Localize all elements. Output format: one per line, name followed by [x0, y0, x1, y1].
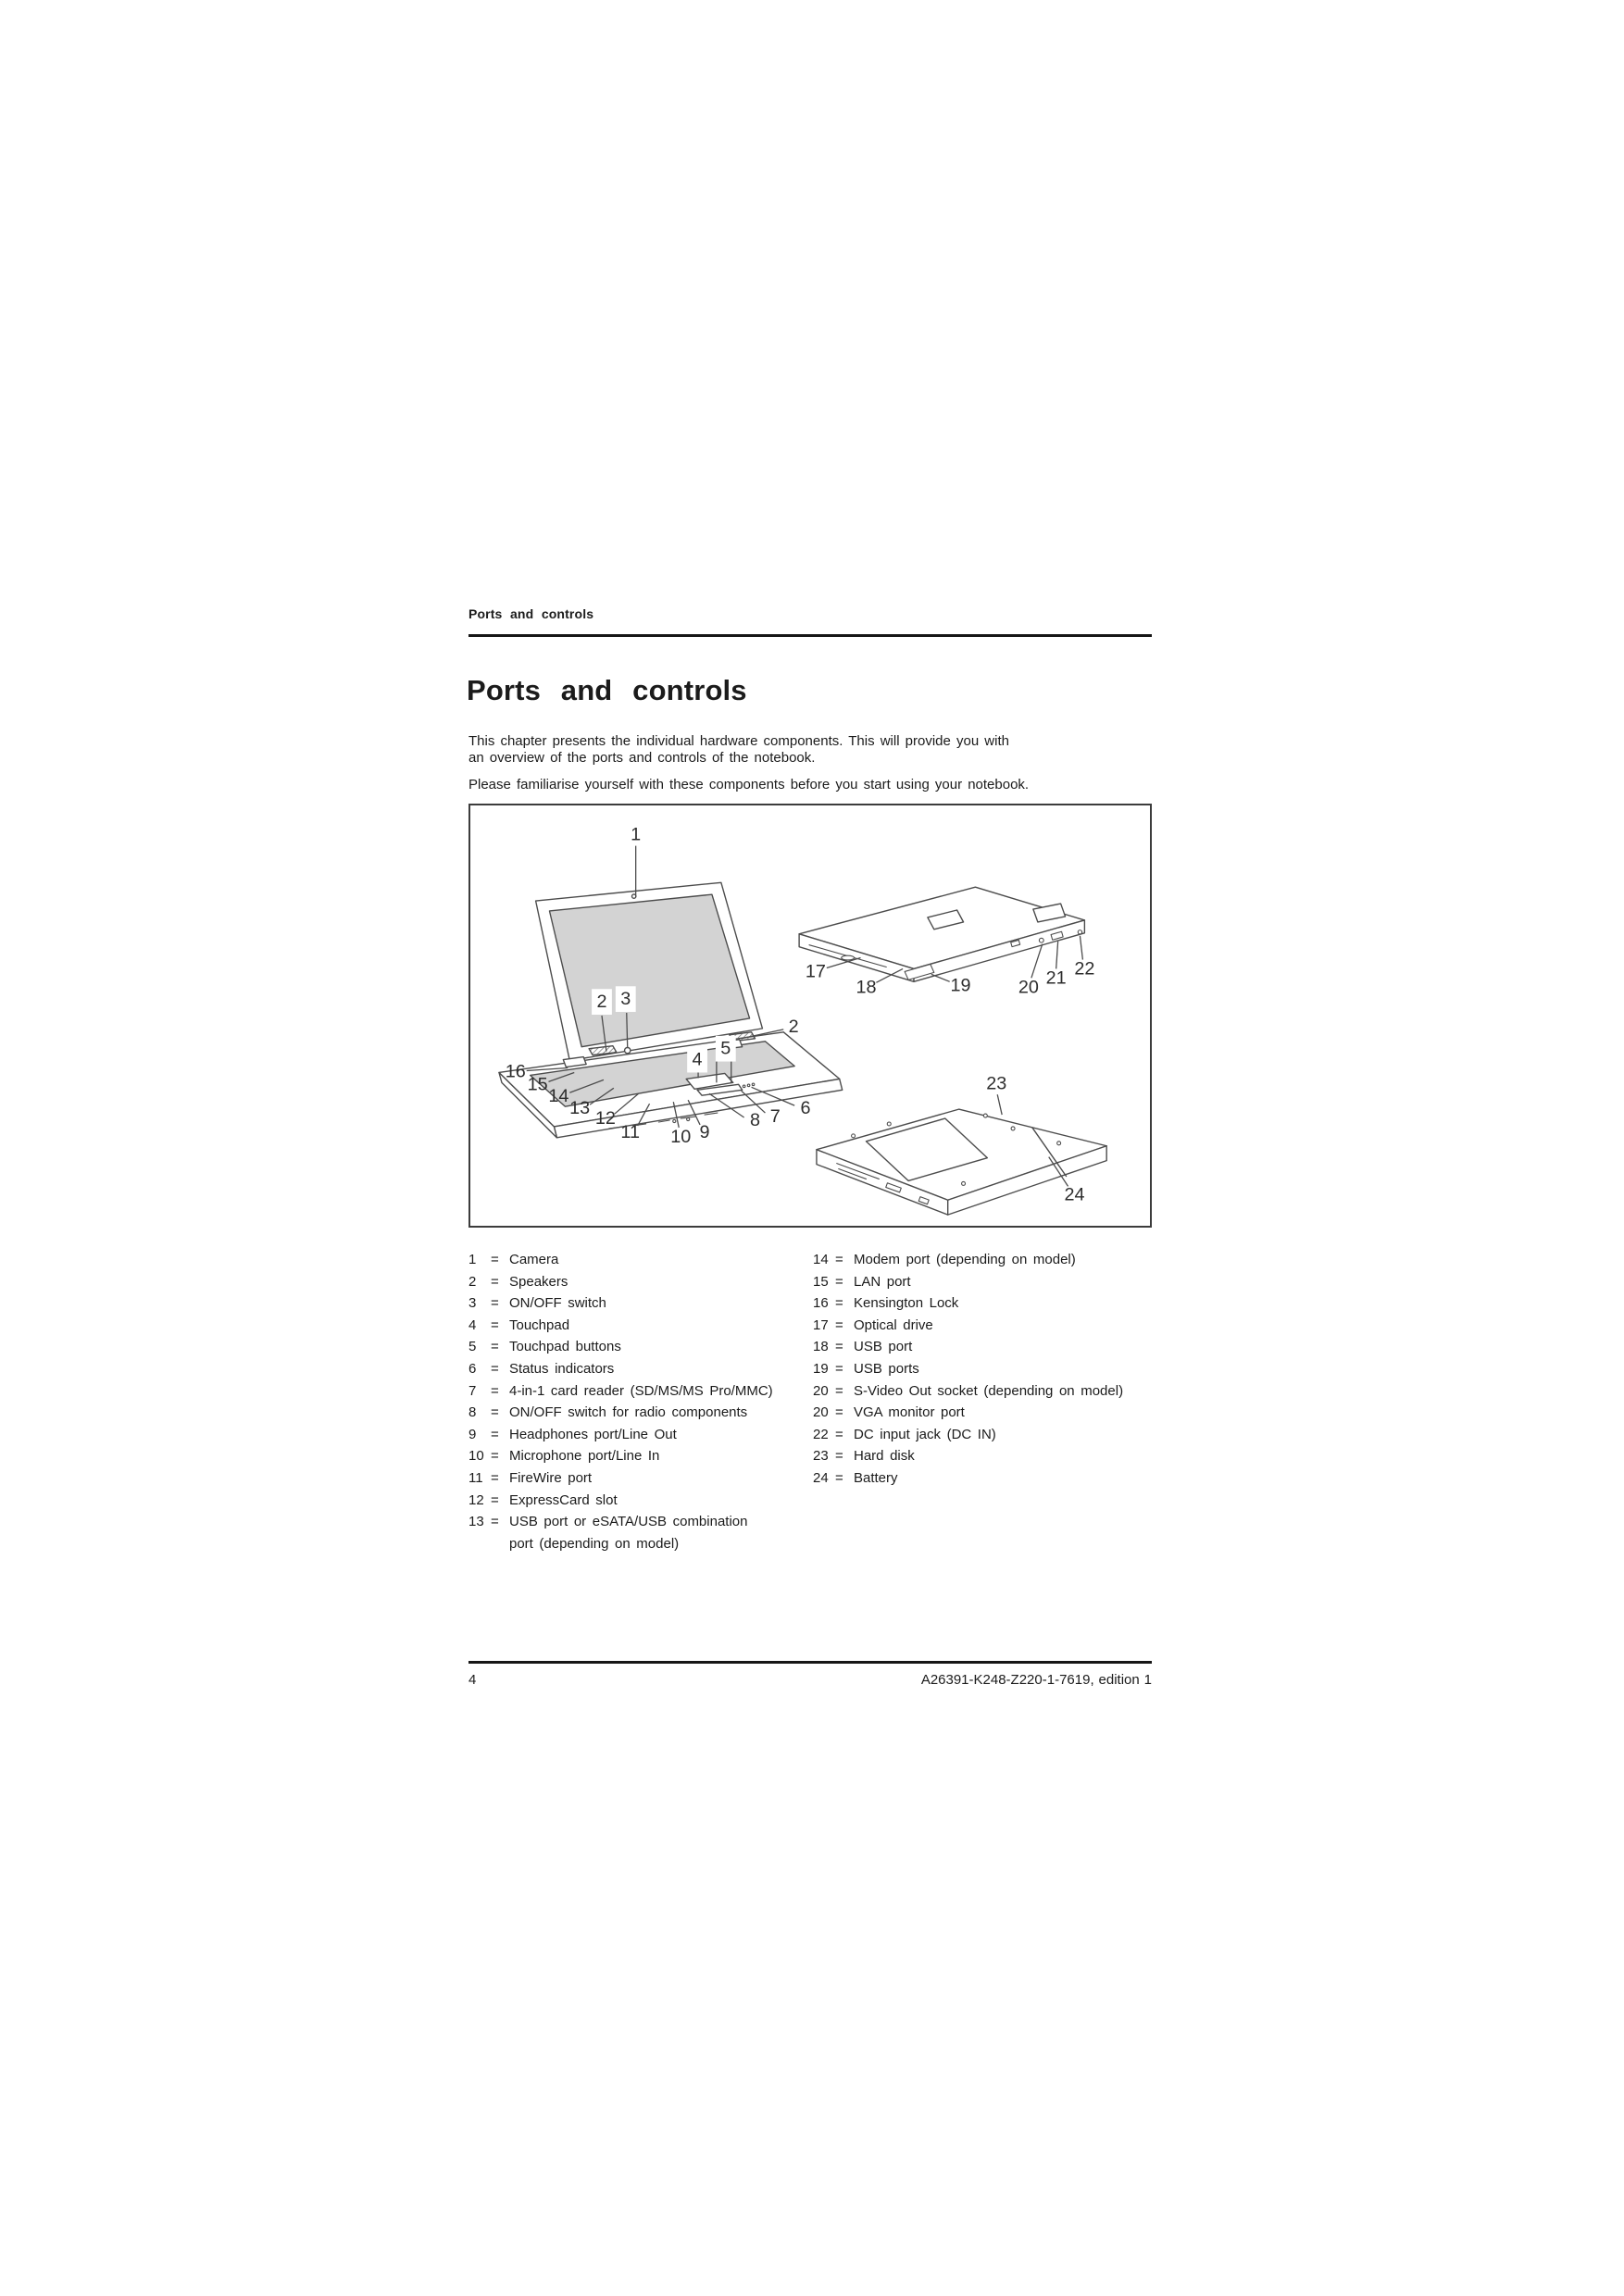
running-header: Ports and controls — [468, 606, 594, 621]
legend-item-label: LAN port — [854, 1273, 911, 1290]
legend-item-label-line2: port (depending on model) — [509, 1535, 680, 1552]
legend-item-number: 10 — [468, 1448, 484, 1465]
legend-item-label: 4-in-1 card reader (SD/MS/MS Pro/MMC) — [509, 1382, 773, 1399]
page-number: 4 — [468, 1672, 477, 1688]
figure-callout-5: 5 — [720, 1038, 731, 1059]
legend-item-number: 4 — [468, 1316, 477, 1333]
legend-item — [468, 1467, 813, 1490]
legend-item-number: 11 — [468, 1469, 483, 1486]
legend-item — [468, 1249, 813, 1271]
rear-view-drawing — [799, 887, 1084, 981]
legend-equals-sign: = — [491, 1382, 499, 1399]
figure-callout-12: 12 — [594, 1108, 616, 1129]
legend-item — [813, 1445, 1152, 1467]
intro-line: This chapter presents the individual hardware components. This will provide you with — [468, 733, 1009, 749]
legend-item-label: Battery — [854, 1469, 898, 1486]
legend-equals-sign: = — [835, 1295, 843, 1312]
legend-col-right — [813, 1249, 1152, 1490]
legend-item-label: Camera — [509, 1252, 559, 1267]
figure-callout-8: 8 — [750, 1110, 761, 1131]
legend-item-number: 15 — [813, 1273, 829, 1290]
legend-item-label: ON/OFF switch — [509, 1295, 606, 1312]
legend-equals-sign: = — [491, 1469, 499, 1486]
figure-callout-14: 14 — [548, 1086, 569, 1107]
legend-item-number: 1 — [468, 1252, 477, 1267]
figure-callout-20: 20 — [1018, 977, 1039, 998]
legend-item — [468, 1380, 813, 1403]
legend-equals-sign: = — [835, 1426, 843, 1442]
legend-item-number: 14 — [813, 1252, 829, 1267]
legend-item — [813, 1380, 1152, 1403]
legend-equals-sign: = — [491, 1426, 499, 1442]
callout-leader-line — [1056, 942, 1058, 969]
legend-item-number: 8 — [468, 1404, 477, 1421]
legend-item-label: ExpressCard slot — [509, 1491, 618, 1508]
legend-item — [468, 1292, 813, 1315]
legend-equals-sign: = — [835, 1382, 843, 1399]
legend-item-number: 2 — [468, 1273, 477, 1290]
legend-item — [813, 1402, 1152, 1424]
legend-item-label: Headphones port/Line Out — [509, 1426, 677, 1442]
figure-callout-15: 15 — [527, 1074, 548, 1095]
legend-equals-sign: = — [835, 1448, 843, 1465]
legend-equals-sign: = — [491, 1448, 499, 1465]
legend-item-number: 23 — [813, 1448, 829, 1465]
legend-item-label: Touchpad — [509, 1316, 570, 1333]
figure-callout-10: 10 — [670, 1126, 692, 1147]
legend-item — [813, 1467, 1152, 1490]
legend-item — [468, 1402, 813, 1424]
legend-item-number: 5 — [468, 1339, 477, 1355]
legend-item-number: 13 — [468, 1514, 484, 1530]
intro-paragraph-2: Please familiarise yourself with these components before you start using your notebook. — [468, 777, 1030, 792]
legend-equals-sign: = — [491, 1404, 499, 1421]
figure-callout-2: 2 — [596, 992, 607, 1013]
legend-item-label: Hard disk — [854, 1448, 915, 1465]
legend-item — [468, 1445, 813, 1467]
doc-reference: A26391-K248-Z220-1-7619, edition 1 — [920, 1672, 1152, 1688]
legend-item-label: FireWire port — [509, 1469, 593, 1486]
figure-callout-6: 6 — [800, 1098, 811, 1119]
legend-item — [468, 1424, 813, 1446]
legend-item-label: Kensington Lock — [854, 1295, 959, 1312]
legend-item-label: Modem port (depending on model) — [854, 1252, 1076, 1267]
callout-leader-line — [997, 1094, 1002, 1115]
legend-equals-sign: = — [491, 1514, 499, 1530]
figure-callout-19: 19 — [950, 975, 971, 996]
legend-item-number: 16 — [813, 1295, 829, 1312]
legend-item-number: 22 — [813, 1426, 829, 1442]
legend-equals-sign: = — [835, 1252, 843, 1267]
legend-item-number: 7 — [468, 1382, 477, 1399]
legend-equals-sign: = — [491, 1273, 499, 1290]
legend-equals-sign: = — [835, 1360, 843, 1377]
legend-item — [813, 1358, 1152, 1380]
legend-item-number: 19 — [813, 1360, 829, 1377]
figure-callout-16: 16 — [505, 1061, 526, 1082]
figure-callout-13: 13 — [569, 1098, 591, 1119]
figure-callout-22: 22 — [1074, 958, 1095, 980]
figure-callout-21: 21 — [1045, 967, 1067, 989]
legend-item — [468, 1511, 813, 1554]
legend-item — [813, 1292, 1152, 1315]
bottom-view-drawing — [817, 1109, 1106, 1215]
figure-callout-11: 11 — [620, 1121, 641, 1142]
legend-item — [813, 1424, 1152, 1446]
legend-item-number: 18 — [813, 1339, 829, 1355]
legend-item-label: Touchpad buttons — [509, 1339, 621, 1355]
legend-equals-sign: = — [491, 1339, 499, 1355]
legend-equals-sign: = — [491, 1316, 499, 1333]
legend-equals-sign: = — [491, 1360, 499, 1377]
callout-leader-line — [1080, 936, 1082, 960]
legend-equals-sign: = — [835, 1273, 843, 1290]
ports-figure — [468, 804, 1152, 1228]
legend-item-label: VGA monitor port — [854, 1404, 965, 1421]
legend-equals-sign: = — [835, 1469, 843, 1486]
legend-item-label: Optical drive — [854, 1316, 933, 1333]
legend-item-number: 20 — [813, 1404, 829, 1421]
figure-callout-2: 2 — [788, 1016, 799, 1037]
legend-item-label: USB port — [854, 1339, 913, 1355]
figure-callout-4: 4 — [692, 1049, 703, 1070]
legend-item-label: S-Video Out socket (depending on model) — [854, 1382, 1124, 1399]
figure-callout-18: 18 — [856, 977, 877, 998]
callout-leader-line — [1031, 944, 1043, 979]
legend-item — [813, 1336, 1152, 1358]
legend-equals-sign: = — [835, 1316, 843, 1333]
callout-leader-line — [931, 974, 950, 981]
figure-callout-3: 3 — [620, 989, 631, 1010]
figure-canvas — [470, 805, 1150, 1226]
footer — [468, 1672, 1152, 1688]
legend-item-label: Microphone port/Line In — [509, 1448, 660, 1465]
legend-item-number: 6 — [468, 1360, 477, 1377]
legend-item-number: 12 — [468, 1491, 484, 1508]
legend-item — [468, 1271, 813, 1293]
legend-item-number: 24 — [813, 1469, 829, 1486]
legend-item — [813, 1315, 1152, 1337]
legend-item-label: ON/OFF switch for radio components — [509, 1404, 748, 1421]
legend-equals-sign: = — [835, 1339, 843, 1355]
legend-item — [468, 1490, 813, 1512]
figure-callout-1: 1 — [631, 824, 642, 845]
power-button — [625, 1047, 631, 1053]
legend-equals-sign: = — [491, 1295, 499, 1312]
legend-equals-sign: = — [835, 1404, 843, 1421]
figure-callout-23: 23 — [986, 1073, 1007, 1094]
figure-callout-24: 24 — [1064, 1184, 1085, 1205]
figure-callout-17: 17 — [805, 961, 826, 982]
legend-item-number: 20 — [813, 1382, 829, 1399]
legend-item-number: 17 — [813, 1316, 829, 1333]
header-rule — [468, 634, 1152, 637]
legend-equals-sign: = — [491, 1252, 499, 1267]
legend-item — [468, 1358, 813, 1380]
figure-callout-9: 9 — [699, 1121, 710, 1142]
legend-item-label: DC input jack (DC IN) — [854, 1426, 996, 1442]
figure-callout-7: 7 — [769, 1106, 781, 1128]
legend-item-label: Speakers — [509, 1273, 568, 1290]
legend-item — [813, 1249, 1152, 1271]
legend-item-number: 3 — [468, 1295, 477, 1312]
legend-item — [468, 1315, 813, 1337]
page-title: Ports and controls — [467, 674, 747, 706]
intro-line: an overview of the ports and controls of the notebook. — [468, 750, 816, 766]
legend-item — [468, 1336, 813, 1358]
legend-equals-sign: = — [491, 1491, 499, 1508]
intro-paragraph-1 — [468, 733, 1135, 767]
legend-item-number: 9 — [468, 1426, 477, 1442]
legend-item — [813, 1271, 1152, 1293]
legend-item-label: USB port or eSATA/USB combination port (depending on model) — [509, 1511, 813, 1554]
legend-item-label: USB ports — [854, 1360, 919, 1377]
legend-col-left — [468, 1249, 813, 1554]
footer-rule — [468, 1661, 1152, 1664]
legend-item-label: Status indicators — [509, 1360, 615, 1377]
